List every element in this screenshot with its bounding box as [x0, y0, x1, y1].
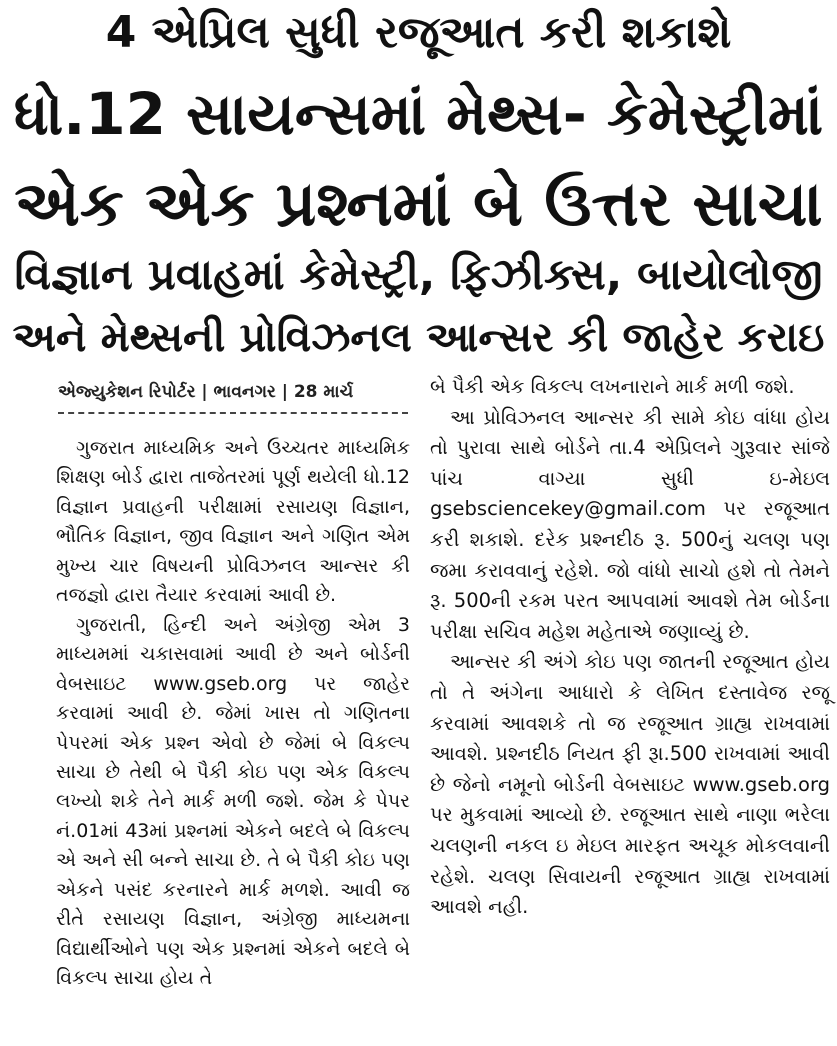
byline: એજ્યુકેશન રિપોર્ટર | ભાવનગર | 28 માર્ચ [58, 382, 354, 402]
headline-line-2: એક એક પ્રશ્નમાં બે ઉત્તર સાચા [14, 167, 823, 240]
article-paragraph [430, 403, 830, 648]
headline-kicker: 4 એપ્રિલ સુધી રજૂઆત કરી શકાશે [105, 7, 732, 58]
article-paragraph: બે પૈકી એક વિકલ્પ લખનારાને માર્ક મળી જશે. [430, 375, 795, 398]
article-text: પર રજૂઆત કરી શકાશે. દરેક પ્રશ્નદીઠ રૂ. 500નું ચલણ પણ જમા કરાવવાનું રહેશે. જો વાંધો સાચો હશે તો તેમને રૂ. 500ની રકમ પરત આપવામાં આવશે તેમ બોર્ડના પરીક્ષા સચિવ મહેશ મહેતાએ જણાવ્યું છે. [430, 497, 830, 643]
subheadline-line-1: વિજ્ઞાન પ્રવાહમાં કેમેસ્ટ્રી, ફિઝીક્સ, બાયોલોજી [14, 250, 823, 300]
article-text: આ પ્રોવિઝનલ આન્સર કી સામે કોઇ વાંધા હોય તો પુરાવા સાથે બોર્ડને તા.4 એપ્રિલને ગુરૂવાર સાંજે પાંચ વાગ્યા સુધી ઇ-મેઇલ [430, 405, 830, 490]
article-paragraph: ગુજરાત માધ્યમિક અને ઉચ્ચતર માધ્યમિક શિક્ષણ બોર્ડ દ્વારા તાજેતરમાં પૂર્ણ થયેલી ધો.12 વિજ્ઞાન પ્રવાહની પરીક્ષામાં રસાયણ વિજ્ઞાન, ભૌતિક વિજ્ઞાન, જીવ વિજ્ઞાન અને ગણિત એમ મુખ્ય ચાર વિષયની પ્રોવિઝનલ આન્સર કી તજજ્ઞો દ્વારા તૈયાર કરવામાં આવી છે. [56, 437, 410, 607]
subheadline-line-2: અને મેથ્સની પ્રોવિઝનલ આન્સર કી જાહેર કરાઇ [12, 313, 825, 361]
article-column-left [56, 434, 410, 994]
headline-line-1: ધો.12 સાયન્સમાં મેથ્સ- કેમેસ્ટ્રીમાં [13, 80, 824, 148]
byline-divider [58, 412, 408, 414]
article-paragraph: ગુજરાતી, હિન્દી અને અંગ્રેજી એમ 3 માધ્યમમાં ચકાસવામાં આવી છે અને બોર્ડની વેબસાઇટ www.gseb.org પર જાહેર કરવામાં આવી છે. જેમાં ખાસ તો ગણિતના પેપરમાં એક પ્રશ્ન એવો છે જેમાં બે વિકલ્પ સાચા છે તેથી બે પૈકી કોઇ પણ એક વિકલ્પ લખ્યો શકે તેને માર્ક મળી જશે. જેમ કે પેપર નં.01માં 43માં પ્રશ્નમાં એકને બદલે બે વિકલ્પ એ અને સી બન્ને સાચા છે. તે બે પૈકી કોઇ પણ એકને પસંદ કરનારને માર્ક મળશે. આવી જ રીતે રસાયણ વિજ્ઞાન, અંગ્રેજી માધ્યમના વિદ્યાર્થીઓને પણ એક પ્રશ્નમાં એકને બદલે બે વિકલ્પ સાચા હોય તે [56, 613, 410, 990]
article-paragraph: આન્સર કી અંગે કોઇ પણ જાતની રજૂઆત હોય તો તે અંગેના આધારો કે લેખિત દસ્તાવેજ રજૂ કરવામાં આવશકે તો જ રજૂઆત ગ્રાહ્ય રાખવામાં આવશે. પ્રશ્નદીઠ નિયત ફી રૂા.500 રાખવામાં આવી છે જેનો નમૂનો બોર્ડની વેબસાઇટ www.gseb.org પર મુકવામાં આવ્યો છે. રજૂઆત સાથે નાણા ભરેલા ચલણની નકલ ઇ મેઇલ મારફત અચૂક મોકલવાની રહેશે. ચલણ સિવાયની રજૂઆત ગ્રાહ્ય રાખવામાં આવશે નહી. [430, 650, 830, 919]
email-address: gsebsciencekey@gmail.com [430, 497, 706, 521]
article-column-right [430, 372, 830, 923]
